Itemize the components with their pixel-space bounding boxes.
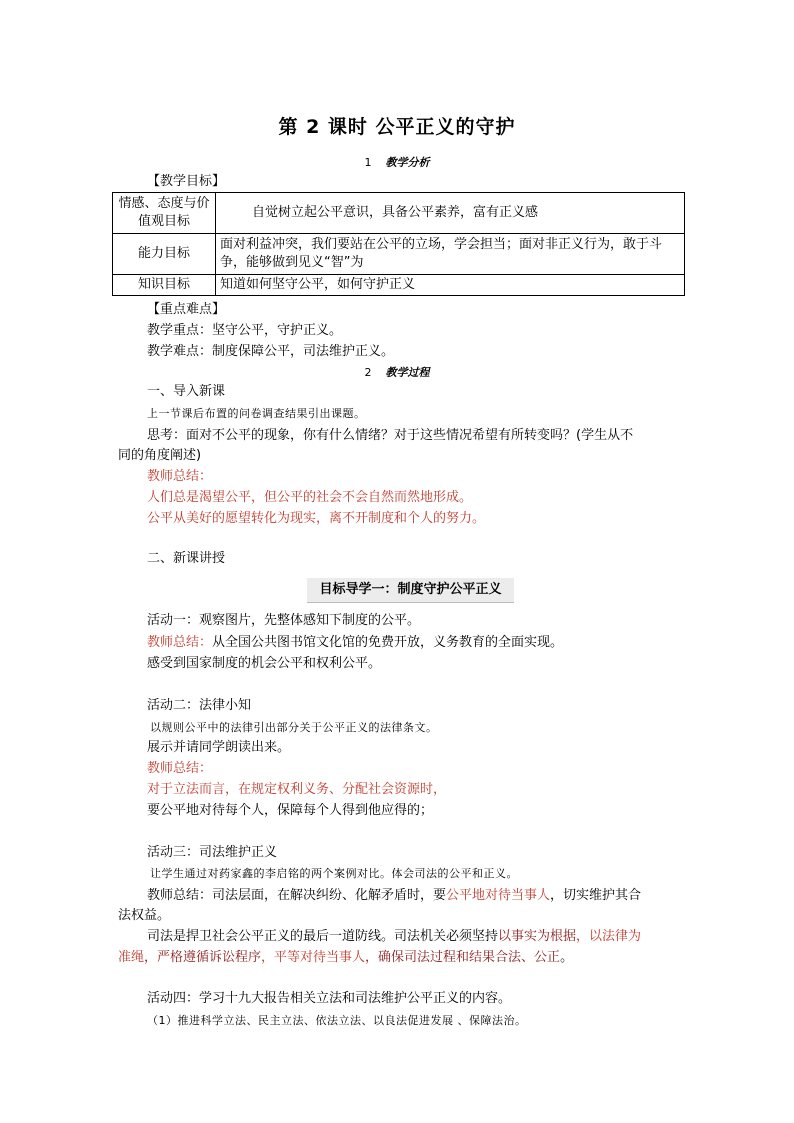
table-row: [113, 193, 685, 234]
think-line-1: 思考：面对不公平的现象，你有什么情绪？对于这些情况希望有所转变吗？(学生从不: [147, 428, 634, 443]
part1-intro: 上一节课后布置的问卷调查结果引出课题。: [147, 407, 366, 420]
summary-text: 从全国公共图书馆文化馆的免费开放，义务教育的全面实现。: [212, 635, 564, 650]
activity2-title: 活动二：法律小知: [147, 698, 252, 713]
section-heading-analysis: [0, 154, 794, 170]
goal-label: 能力目标: [113, 234, 216, 275]
summary-line-2: 公平从美好的愿望转化为现实，离不开制度和个人的努力。: [147, 511, 486, 526]
paragraph-highlight: 以事实为根据: [498, 929, 577, 944]
summary-label: 教师总结：: [147, 761, 213, 776]
page-title: 第 2 课时 公平正义的守护: [278, 116, 516, 138]
activity4-title: 活动四：学习十九大报告相关立法和司法维护公平正义的内容。: [147, 991, 512, 1006]
activity1-line: 感受到国家制度的机会公平和权利公平。: [147, 656, 382, 671]
part2-heading: 二、新课讲授: [147, 551, 226, 566]
difficult-point: 教学难点：制度保障公平，司法维护正义。: [147, 344, 395, 359]
key-point: 教学重点：坚守公平，守护正义。: [147, 323, 343, 338]
table-row: [113, 234, 685, 275]
key-heading: 【重点难点】: [147, 302, 226, 317]
activity2-summary-2: 要公平地对待每个人，保障每个人得到他应得的；: [147, 803, 434, 818]
paragraph-highlight: ，严格遵循诉讼程序: [144, 950, 262, 965]
paragraph-text: 。: [560, 950, 574, 965]
activity2-desc: 以规则公平中的法律引出部分关于公平正义的法律条文。: [150, 721, 438, 734]
section-number: 1: [364, 156, 372, 169]
summary-text: 教师总结：司法层面，在解决纠纷、化解矛盾时，要: [147, 888, 447, 903]
summary-highlight: 公平地对待当事人: [446, 888, 551, 903]
paragraph-highlight: 准绳: [118, 950, 145, 965]
goals-table: [112, 192, 685, 296]
activity3-summary: [147, 887, 641, 905]
activity3-desc: 让学生通过对药家鑫的李启铭的两个案例对比。体会司法的公平和正义。: [150, 867, 518, 880]
section-label: 教学过程: [385, 366, 430, 379]
paragraph-highlight: ，以法律为: [576, 929, 642, 944]
goal-text: 知道如何坚守公平，如何守护正义: [216, 275, 685, 296]
think-line-2: 同的角度阐述): [118, 448, 202, 463]
summary-label: 教师总结：: [147, 635, 213, 650]
goal-label: 知识目标: [113, 275, 216, 296]
part1-heading: 一、导入新课: [147, 384, 226, 399]
goal-text: 自觉树立起公平意识，具备公平素养，富有正义感: [216, 193, 685, 234]
activity3-paragraph-cont: [118, 949, 573, 967]
goal-label: 情感、态度与价值观目标: [113, 193, 216, 234]
goal-banner: 目标导学一：制度守护公平正义: [307, 578, 514, 603]
activity1-summary: [147, 634, 563, 652]
activity3-summary-cont: 法权益。: [118, 908, 171, 923]
table-row: [113, 275, 685, 296]
paragraph-highlight: ，平等对待当事人: [261, 950, 366, 965]
activity1-title: 活动一：观察图片，先整体感知下制度的公平。: [147, 613, 421, 628]
activity2-summary-1: 对于立法而言，在规定权利义务、分配社会资源时，: [147, 782, 447, 797]
summary-label: 教师总结：: [147, 469, 213, 484]
section-number: 2: [364, 366, 372, 379]
paragraph-text: 司法是捍卫社会公平正义的最后一道防线。司法机关必须坚持: [147, 929, 499, 944]
goals-heading: 【教学目标】: [147, 174, 226, 189]
activity3-paragraph: [147, 928, 641, 946]
section-heading-process: [0, 364, 794, 380]
activity2-line: 展示并请同学朗读出来。: [147, 740, 291, 755]
paragraph-highlight: ，确保司法过程和结果合法、公正: [365, 950, 561, 965]
goal-text: 面对利益冲突，我们要站在公平的立场，学会担当；面对非正义行为，敢于斗争，能够做到见义“智”为: [216, 234, 685, 275]
summary-line-1: 人们总是渴望公平，但公平的社会不会自然而然地形成。: [147, 490, 473, 505]
summary-text: ，切实维护其合: [550, 888, 642, 903]
activity3-title: 活动三：司法维护正义: [147, 845, 278, 860]
activity4-item: （1）推进科学立法、民主立法、依法立法、以良法促进发展 、保障法治。: [147, 1014, 527, 1027]
section-label: 教学分析: [385, 156, 430, 169]
